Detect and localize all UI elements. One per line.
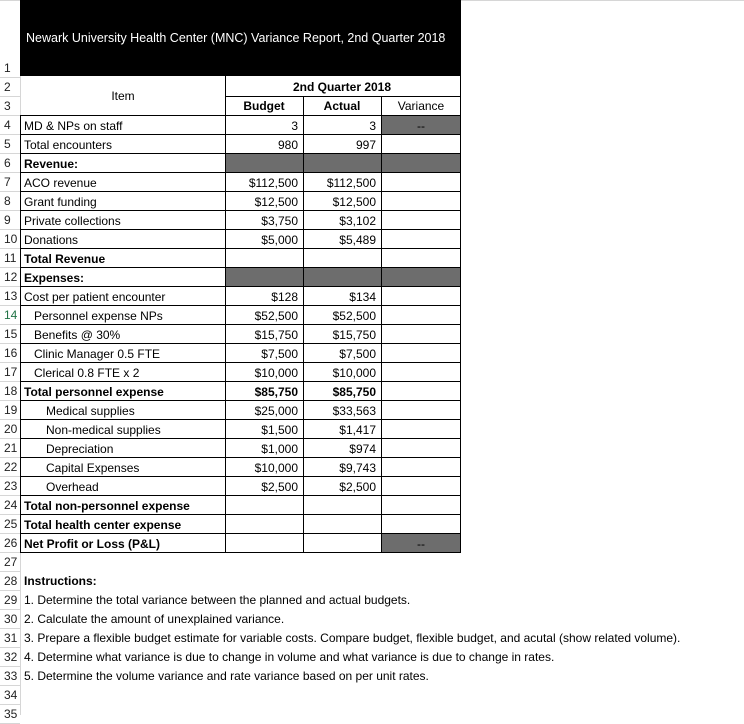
row-label[interactable]: Non-medical supplies [46, 423, 161, 437]
actual-cell[interactable]: $7,500 [339, 347, 376, 361]
instruction-item: 4. Determine what variance is due to change in volume and what variance is due to change in rates. [24, 650, 555, 664]
instruction-item: 1. Determine the total variance between the planned and actual budgets. [24, 593, 411, 607]
header-variance: Variance [397, 99, 445, 113]
table-bottom-border [20, 552, 461, 553]
header-period: 2nd Quarter 2018 [292, 80, 392, 94]
row-number[interactable]: 21 [0, 439, 20, 458]
row-label[interactable]: Benefits @ 30% [34, 328, 121, 342]
actual-cell[interactable] [303, 516, 376, 535]
row-label[interactable]: Total Revenue [24, 252, 106, 266]
row-number[interactable]: 5 [0, 135, 20, 154]
actual-cell[interactable] [303, 269, 376, 288]
budget-cell[interactable]: $10,000 [254, 366, 298, 380]
row-number[interactable]: 35 [0, 705, 20, 724]
actual-cell[interactable]: 997 [355, 138, 376, 152]
row-number[interactable]: 20 [0, 420, 20, 439]
row-number[interactable]: 22 [0, 458, 20, 477]
actual-cell[interactable]: $12,500 [332, 195, 376, 209]
row-number[interactable]: 19 [0, 401, 20, 420]
actual-cell[interactable]: $3,102 [339, 214, 376, 228]
budget-cell[interactable]: $25,000 [254, 404, 298, 418]
row-number[interactable]: 32 [0, 648, 20, 667]
budget-cell[interactable]: $10,000 [254, 461, 298, 475]
row-number[interactable]: 23 [0, 477, 20, 496]
row-label[interactable]: Total health center expense [24, 518, 182, 532]
header-bottom-border [20, 115, 461, 116]
row-label[interactable]: Revenue: [24, 157, 79, 171]
header-item: Item [111, 89, 135, 103]
row-number[interactable]: 31 [0, 629, 20, 648]
header-budget: Budget [243, 99, 285, 113]
row-label[interactable]: Net Profit or Loss (P&L) [24, 537, 161, 551]
instruction-item: 5. Determine the volume variance and rate variance based on per unit rates. [24, 669, 429, 683]
budget-cell[interactable]: $128 [271, 290, 298, 304]
row-label[interactable]: Private collections [24, 214, 121, 228]
budget-cell[interactable] [225, 269, 298, 288]
actual-cell[interactable]: $52,500 [332, 309, 376, 323]
row-number[interactable]: 1 [0, 59, 20, 78]
variance-dash-staff: -- [417, 119, 425, 133]
row-number[interactable]: 26 [0, 534, 20, 553]
row-label[interactable]: Depreciation [46, 442, 114, 456]
row-label[interactable]: Donations [24, 233, 79, 247]
row-label[interactable]: Total personnel expense [24, 385, 164, 399]
row-number[interactable]: 11 [0, 249, 20, 268]
budget-cell[interactable]: $7,500 [261, 347, 298, 361]
actual-cell[interactable]: 3 [369, 119, 376, 133]
row-label[interactable]: MD & NPs on staff [24, 119, 123, 133]
budget-cell[interactable] [225, 155, 298, 174]
row-number[interactable]: 9 [0, 211, 20, 230]
table-left-border [20, 116, 21, 553]
row-number[interactable]: 18 [0, 382, 20, 401]
row-label[interactable]: Cost per patient encounter [24, 290, 166, 304]
actual-cell[interactable]: $5,489 [339, 233, 376, 247]
row-number[interactable]: 7 [0, 173, 20, 192]
row-number[interactable]: 2 [0, 78, 20, 97]
row-number[interactable]: 27 [0, 553, 20, 572]
row-label[interactable]: Total non-personnel expense [24, 499, 190, 513]
row-number[interactable]: 24 [0, 496, 20, 515]
instructions-heading: Instructions: [24, 574, 97, 588]
row-label[interactable]: Medical supplies [46, 404, 135, 418]
actual-cell[interactable]: $134 [349, 290, 376, 304]
header-divider [225, 96, 461, 97]
variance-dash-pl: -- [417, 537, 425, 551]
actual-cell[interactable] [303, 155, 376, 174]
row-label[interactable]: Personnel expense NPs [34, 309, 163, 323]
instruction-item: 2. Calculate the amount of unexplained variance. [24, 612, 285, 626]
budget-cell[interactable] [225, 250, 298, 269]
budget-cell[interactable]: $112,500 [248, 176, 298, 190]
budget-cell[interactable]: $52,500 [254, 309, 298, 323]
table-right-border [460, 76, 461, 553]
budget-cell[interactable]: $85,750 [254, 385, 298, 399]
budget-cell[interactable] [225, 497, 298, 516]
actual-cell[interactable] [303, 250, 376, 269]
budget-cell[interactable]: $12,500 [254, 195, 298, 209]
row-label[interactable]: Total encounters [24, 138, 113, 152]
actual-cell[interactable]: $85,750 [332, 385, 376, 399]
row-number[interactable]: 3 [0, 97, 20, 116]
budget-cell[interactable]: $3,750 [261, 214, 298, 228]
actual-cell[interactable]: $1,417 [339, 423, 376, 437]
report-title: Newark University Health Center (MNC) Variance Report, 2nd Quarter 2018 [26, 31, 446, 45]
table-col-divider-1 [225, 76, 226, 553]
row-label[interactable]: ACO revenue [24, 176, 97, 190]
row-number[interactable]: 28 [0, 572, 20, 591]
row-label[interactable]: Overhead [46, 480, 99, 494]
row-label[interactable]: Clerical 0.8 FTE x 2 [34, 366, 140, 380]
row-number[interactable]: 30 [0, 610, 20, 629]
budget-cell[interactable]: $1,000 [261, 442, 298, 456]
actual-cell[interactable]: $974 [349, 442, 376, 456]
header-actual: Actual [323, 99, 361, 113]
actual-cell[interactable]: $112,500 [326, 176, 376, 190]
row-number[interactable]: 4 [0, 116, 20, 135]
row-label[interactable]: Clinic Manager 0.5 FTE [34, 347, 161, 361]
row-number[interactable]: 10 [0, 230, 20, 249]
row-number[interactable]: 33 [0, 667, 20, 686]
row-label[interactable]: Capital Expenses [46, 461, 140, 475]
table-col-divider-3 [381, 97, 382, 553]
budget-cell[interactable]: $15,750 [254, 328, 298, 342]
actual-cell[interactable]: $2,500 [339, 480, 376, 494]
row-number[interactable]: 13 [0, 287, 20, 306]
row-number[interactable]: 12 [0, 268, 20, 287]
row-number[interactable]: 15 [0, 325, 20, 344]
actual-cell[interactable] [303, 497, 376, 516]
budget-cell[interactable]: $5,000 [261, 233, 298, 247]
budget-cell[interactable]: 980 [277, 138, 298, 152]
row-number[interactable]: 29 [0, 591, 20, 610]
actual-cell[interactable]: $33,563 [332, 404, 376, 418]
actual-cell[interactable]: $15,750 [332, 328, 376, 342]
row-number[interactable]: 8 [0, 192, 20, 211]
row-number[interactable]: 16 [0, 344, 20, 363]
row-number[interactable]: 34 [0, 686, 20, 705]
table-col-divider-2 [303, 97, 304, 553]
instruction-item: 3. Prepare a flexible budget estimate for variable costs. Compare budget, flexible budget, and acutal (show related volume). [24, 631, 681, 645]
actual-cell[interactable]: $10,000 [332, 366, 376, 380]
budget-cell[interactable]: $2,500 [261, 480, 298, 494]
row-number[interactable]: 6 [0, 154, 20, 173]
budget-cell[interactable]: $1,500 [261, 423, 298, 437]
row-label[interactable]: Grant funding [24, 195, 97, 209]
row-label[interactable]: Expenses: [24, 271, 85, 285]
row-number[interactable]: 14 [0, 306, 20, 325]
row-number[interactable]: 25 [0, 515, 20, 534]
budget-cell[interactable]: 3 [291, 119, 298, 133]
budget-cell[interactable] [225, 516, 298, 535]
row-number[interactable]: 17 [0, 363, 20, 382]
actual-cell[interactable]: $9,743 [339, 461, 376, 475]
